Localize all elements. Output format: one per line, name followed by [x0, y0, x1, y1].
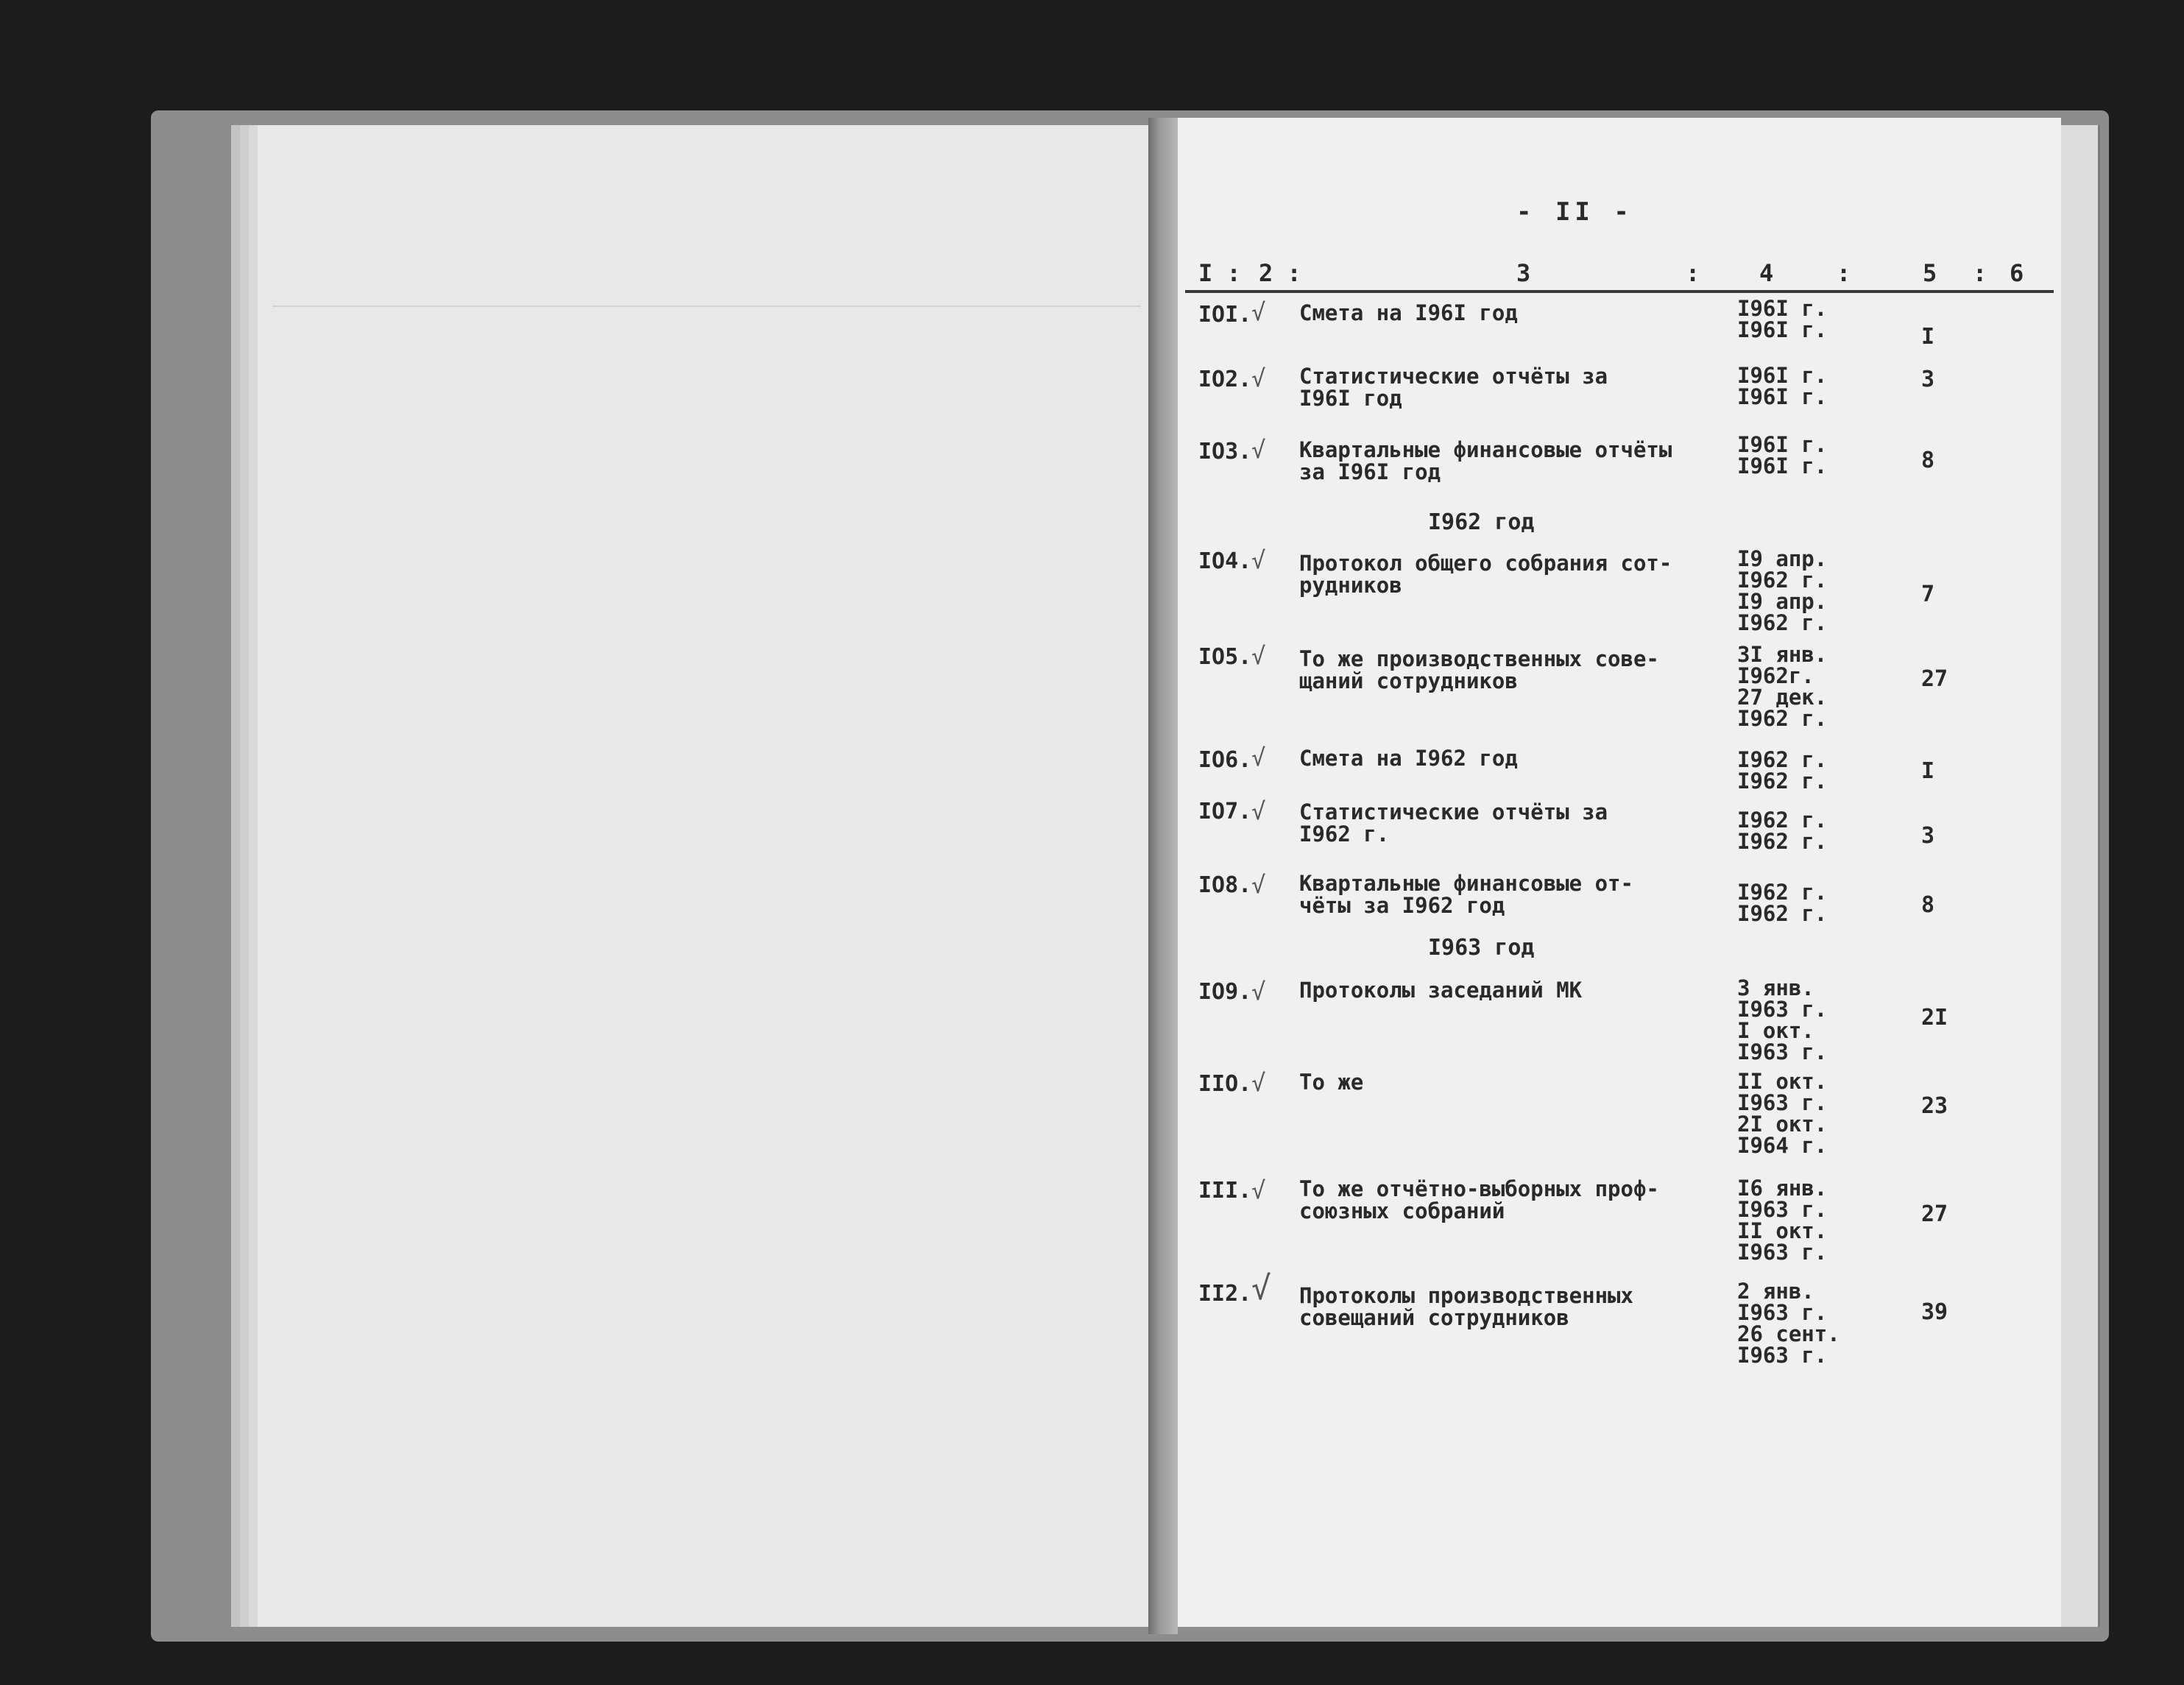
left-page-blank [258, 125, 1148, 1627]
row-title: Квартальные финансовые от- чёты за I962 год [1299, 871, 1633, 918]
row-sheets: 3 [1921, 823, 1935, 849]
row-sheets: 2I [1921, 1005, 1948, 1031]
row-number: IO2. [1198, 367, 1252, 392]
row-title: То же отчётно-выборных проф- союзных собраний [1299, 1176, 1659, 1223]
row-number: IOI. [1198, 302, 1252, 328]
row-title: Смета на I962 год [1299, 746, 1518, 771]
check-mark-icon: √ [1251, 298, 1266, 326]
row-number: IIO. [1198, 1071, 1252, 1097]
book-gutter [1148, 118, 1178, 1634]
row-title: Квартальные финансовые отчёты за I96I год [1299, 437, 1672, 484]
check-mark-icon: √ [1251, 871, 1266, 899]
row-dates: I6 янв. I963 г. II окт. I963 г. [1737, 1176, 1828, 1265]
row-dates: I962 г. I962 г. [1737, 747, 1828, 794]
check-mark-icon: √ [1251, 546, 1266, 574]
check-mark-icon: √ [1251, 1069, 1266, 1097]
row-dates: I962 г. I962 г. [1737, 808, 1828, 854]
row-dates: I9 апр. I962 г. I9 апр. I962 г. [1737, 546, 1828, 635]
year-heading-1963: I963 год [1428, 935, 1535, 961]
header-sep-2: : [1837, 259, 1851, 287]
row-number: II2. [1198, 1281, 1252, 1307]
check-mark-icon: √ [1251, 1176, 1266, 1204]
row-title: Протоколы производственных совещаний сотрудников [1299, 1283, 1633, 1330]
row-number: IO7. [1198, 799, 1252, 824]
row-title: Статистические отчёты за I962 г. [1299, 799, 1608, 847]
row-number: IO4. [1198, 548, 1252, 574]
check-mark-icon: √ [1251, 743, 1266, 771]
row-sheets: 27 [1921, 666, 1948, 692]
header-col-3: 3 [1516, 259, 1531, 287]
year-heading-1962: I962 год [1428, 509, 1535, 535]
header-sep-1: : [1686, 259, 1700, 287]
check-mark-icon: √ [1251, 978, 1266, 1006]
row-number: IO3. [1198, 439, 1252, 464]
header-col-5: 5 [1923, 259, 1937, 287]
row-number: III. [1198, 1178, 1252, 1204]
row-sheets: 39 [1921, 1299, 1948, 1325]
left-page-bleed-line [272, 305, 1141, 307]
header-col-2: 2 : [1259, 259, 1301, 287]
check-mark-icon: √ [1251, 436, 1266, 464]
row-sheets: I [1921, 324, 1935, 350]
header-sep-3: : [1973, 259, 1987, 287]
page-number: - II - [1516, 197, 1633, 227]
row-dates: I962 г. I962 г. [1737, 880, 1828, 926]
check-mark-icon: √ [1251, 797, 1266, 825]
row-sheets: 8 [1921, 892, 1935, 918]
row-number: IO9. [1198, 979, 1252, 1005]
right-page-edge [2061, 125, 2100, 1627]
check-mark-icon: √ [1251, 364, 1266, 392]
header-col-6: 6 [2010, 259, 2024, 287]
row-sheets: 27 [1921, 1201, 1948, 1227]
header-rule [1185, 290, 2054, 293]
check-mark-icon: √ [1251, 642, 1266, 670]
check-mark-icon: √ [1251, 1270, 1271, 1307]
row-number: IO6. [1198, 747, 1252, 773]
row-title: То же [1299, 1070, 1364, 1095]
row-number: IO8. [1198, 872, 1252, 898]
row-sheets: 8 [1921, 448, 1935, 473]
row-sheets: 3 [1921, 367, 1935, 392]
row-title: Протоколы заседаний МК [1299, 978, 1583, 1003]
row-sheets: 23 [1921, 1093, 1948, 1119]
row-sheets: I [1921, 758, 1935, 784]
row-dates: 2 янв. I963 г. 26 сент. I963 г. [1737, 1279, 1840, 1368]
row-dates: I96I г. I96I г. [1737, 432, 1828, 478]
row-dates: 3I янв. I962г. 27 дек. I962 г. [1737, 642, 1828, 731]
row-title: Статистические отчёты за I96I год [1299, 364, 1608, 411]
row-sheets: 7 [1921, 582, 1935, 607]
header-col-1: I : [1198, 259, 1241, 287]
row-title: Протокол общего собрания сот- рудников [1299, 551, 1672, 598]
header-col-4: 4 [1759, 259, 1774, 287]
row-dates: II окт. I963 г. 2I окт. I964 г. [1737, 1069, 1828, 1158]
row-dates: I96I г. I96I г. [1737, 363, 1828, 409]
row-dates: I96I г. I96I г. [1737, 296, 1828, 342]
row-number: IO5. [1198, 644, 1252, 670]
row-dates: 3 янв. I963 г. I окт. I963 г. [1737, 975, 1828, 1064]
row-title: Смета на I96I год [1299, 300, 1518, 325]
row-title: То же производственных сове- щаний сотрудников [1299, 646, 1659, 693]
